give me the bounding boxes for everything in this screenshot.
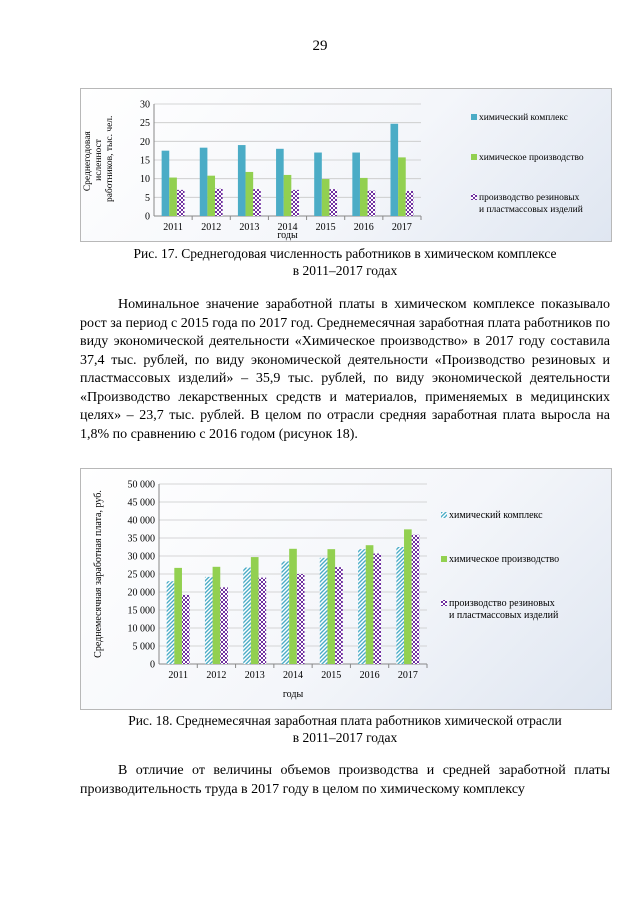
bar	[207, 176, 215, 216]
x-tick-label: 2016	[359, 670, 380, 681]
bar	[243, 568, 251, 664]
bar	[335, 567, 343, 664]
x-tick-label: 2011	[163, 222, 183, 233]
bar	[215, 189, 223, 216]
legend-label: производство резиновых и пластмассовых изделий	[479, 193, 583, 215]
paragraph-productivity	[80, 762, 610, 799]
bar	[390, 124, 398, 216]
y-tick-label: 0	[145, 211, 150, 223]
legend-swatch	[471, 154, 477, 160]
legend-label: химическое производство	[449, 554, 560, 565]
bar	[253, 189, 261, 216]
x-tick-label: 2017	[391, 222, 412, 233]
figure-18-caption-line1: Рис. 18. Среднемесячная заработная плата работников химической отрасли	[128, 713, 562, 728]
chart-employees-svg	[81, 89, 611, 241]
bar	[360, 178, 368, 216]
x-axis-label: годы	[277, 230, 298, 241]
bar	[276, 149, 284, 216]
bar	[182, 595, 190, 664]
y-tick-label: 15 000	[127, 605, 155, 617]
y-tick-label: 10	[140, 174, 150, 186]
x-tick-label: 2013	[239, 222, 260, 233]
bar	[368, 191, 376, 216]
bar	[314, 153, 322, 216]
legend-swatch	[441, 556, 447, 562]
page-number: 29	[312, 38, 328, 54]
bar	[412, 535, 420, 664]
bar	[322, 179, 330, 216]
y-tick-label: 45 000	[127, 497, 155, 509]
bar	[366, 545, 374, 664]
chart-wages-svg	[81, 469, 611, 709]
bar	[289, 549, 297, 664]
y-tick-label: 30 000	[127, 551, 155, 563]
bar	[259, 578, 267, 664]
paragraph-wages	[80, 296, 610, 444]
y-tick-label: 5	[145, 192, 150, 204]
x-tick-label: 2017	[397, 670, 418, 681]
bar	[396, 547, 404, 664]
chart-wages	[80, 468, 612, 710]
y-tick-label: 50 000	[127, 479, 155, 491]
bar	[177, 190, 185, 216]
legend-swatch	[471, 114, 477, 120]
y-tick-label: 10 000	[127, 623, 155, 635]
bar	[167, 581, 175, 664]
y-tick-label: 40 000	[127, 515, 155, 527]
x-tick-label: 2012	[201, 222, 222, 233]
x-tick-label: 2014	[277, 222, 298, 233]
paragraph-wages-text: Номинальное значение заработной платы в химическом комплексе показывало рост за период с 2015 года по 2017 год. Среднемесячная заработная плата работников по виду экономической деятельности «Химическое производство» в 2017 году составила 37,4 тыс. рублей, по виду экономической деятельности «Производство резиновых и пластмассовых изделий» – 35,9 тыс. рублей, по виду экономической деятельности «Производство лекарственных средств и материалов, применяемых в медицинских целях» – 23,7 тыс. рублей. В целом по отрасли средняя заработная плата выросла на 1,8% по сравнению с 2016 годом (рисунок 18).	[80, 297, 610, 442]
bar	[404, 529, 412, 664]
bar	[282, 561, 290, 664]
bar	[291, 190, 299, 216]
y-axis-label: Среднегодовая исленност работников, тыс. чел.	[83, 115, 115, 205]
bar	[238, 145, 246, 216]
y-tick-label: 25	[140, 118, 150, 130]
legend-swatch	[471, 194, 477, 200]
legend-label: химический комплекс	[449, 510, 543, 521]
y-tick-label: 35 000	[127, 533, 155, 545]
x-tick-label: 2013	[244, 670, 265, 681]
x-tick-label: 2016	[353, 222, 374, 233]
bar	[406, 191, 414, 216]
y-tick-label: 30	[140, 99, 150, 111]
x-tick-label: 2012	[206, 670, 227, 681]
legend-label: химический комплекс	[479, 113, 568, 123]
y-tick-label: 20 000	[127, 587, 155, 599]
x-axis-label: годы	[282, 689, 304, 700]
y-tick-label: 20	[140, 136, 150, 148]
bar	[284, 175, 292, 216]
legend-label: производство резиновых и пластмассовых изделий	[449, 598, 559, 621]
legend-swatch	[441, 512, 447, 518]
y-tick-label: 5 000	[132, 641, 155, 653]
bar	[213, 567, 221, 664]
figure-17-caption-line1: Рис. 17. Среднегодовая численность работников в химическом комплексе	[133, 246, 557, 261]
bar	[246, 172, 254, 216]
bar	[297, 574, 305, 664]
bar	[398, 157, 406, 216]
bar	[352, 153, 360, 216]
bar	[373, 553, 381, 664]
bar	[220, 587, 228, 664]
bar	[327, 549, 335, 664]
paragraph-productivity-text: В отличие от величины объемов производства и средней заработной платы производительность труда в 2017 году в целом по химическому комплексу	[80, 763, 610, 797]
bar	[329, 189, 337, 216]
bar	[174, 568, 182, 664]
chart-employees	[80, 88, 612, 242]
figure-17-caption-line2: в 2011–2017 годах	[292, 263, 398, 278]
bar	[200, 148, 208, 216]
y-tick-label: 0	[150, 659, 155, 671]
bar	[205, 577, 213, 664]
y-tick-label: 15	[140, 155, 150, 167]
x-tick-label: 2014	[283, 670, 303, 681]
bar	[169, 178, 177, 216]
legend-swatch	[441, 600, 447, 606]
bar	[251, 557, 259, 664]
y-tick-label: 25 000	[127, 569, 155, 581]
figure-18-caption	[80, 712, 610, 746]
y-axis-label: Среднемесячная заработная плата, руб.	[93, 490, 104, 658]
x-tick-label: 2011	[168, 670, 188, 681]
x-tick-label: 2015	[321, 670, 342, 681]
x-tick-label: 2015	[315, 222, 336, 233]
legend-label: химическое производство	[479, 153, 584, 163]
figure-17-caption	[80, 245, 610, 279]
figure-18-caption-line2: в 2011–2017 годах	[292, 730, 398, 745]
bar	[162, 151, 170, 216]
bar	[358, 549, 366, 664]
bar	[320, 558, 328, 664]
